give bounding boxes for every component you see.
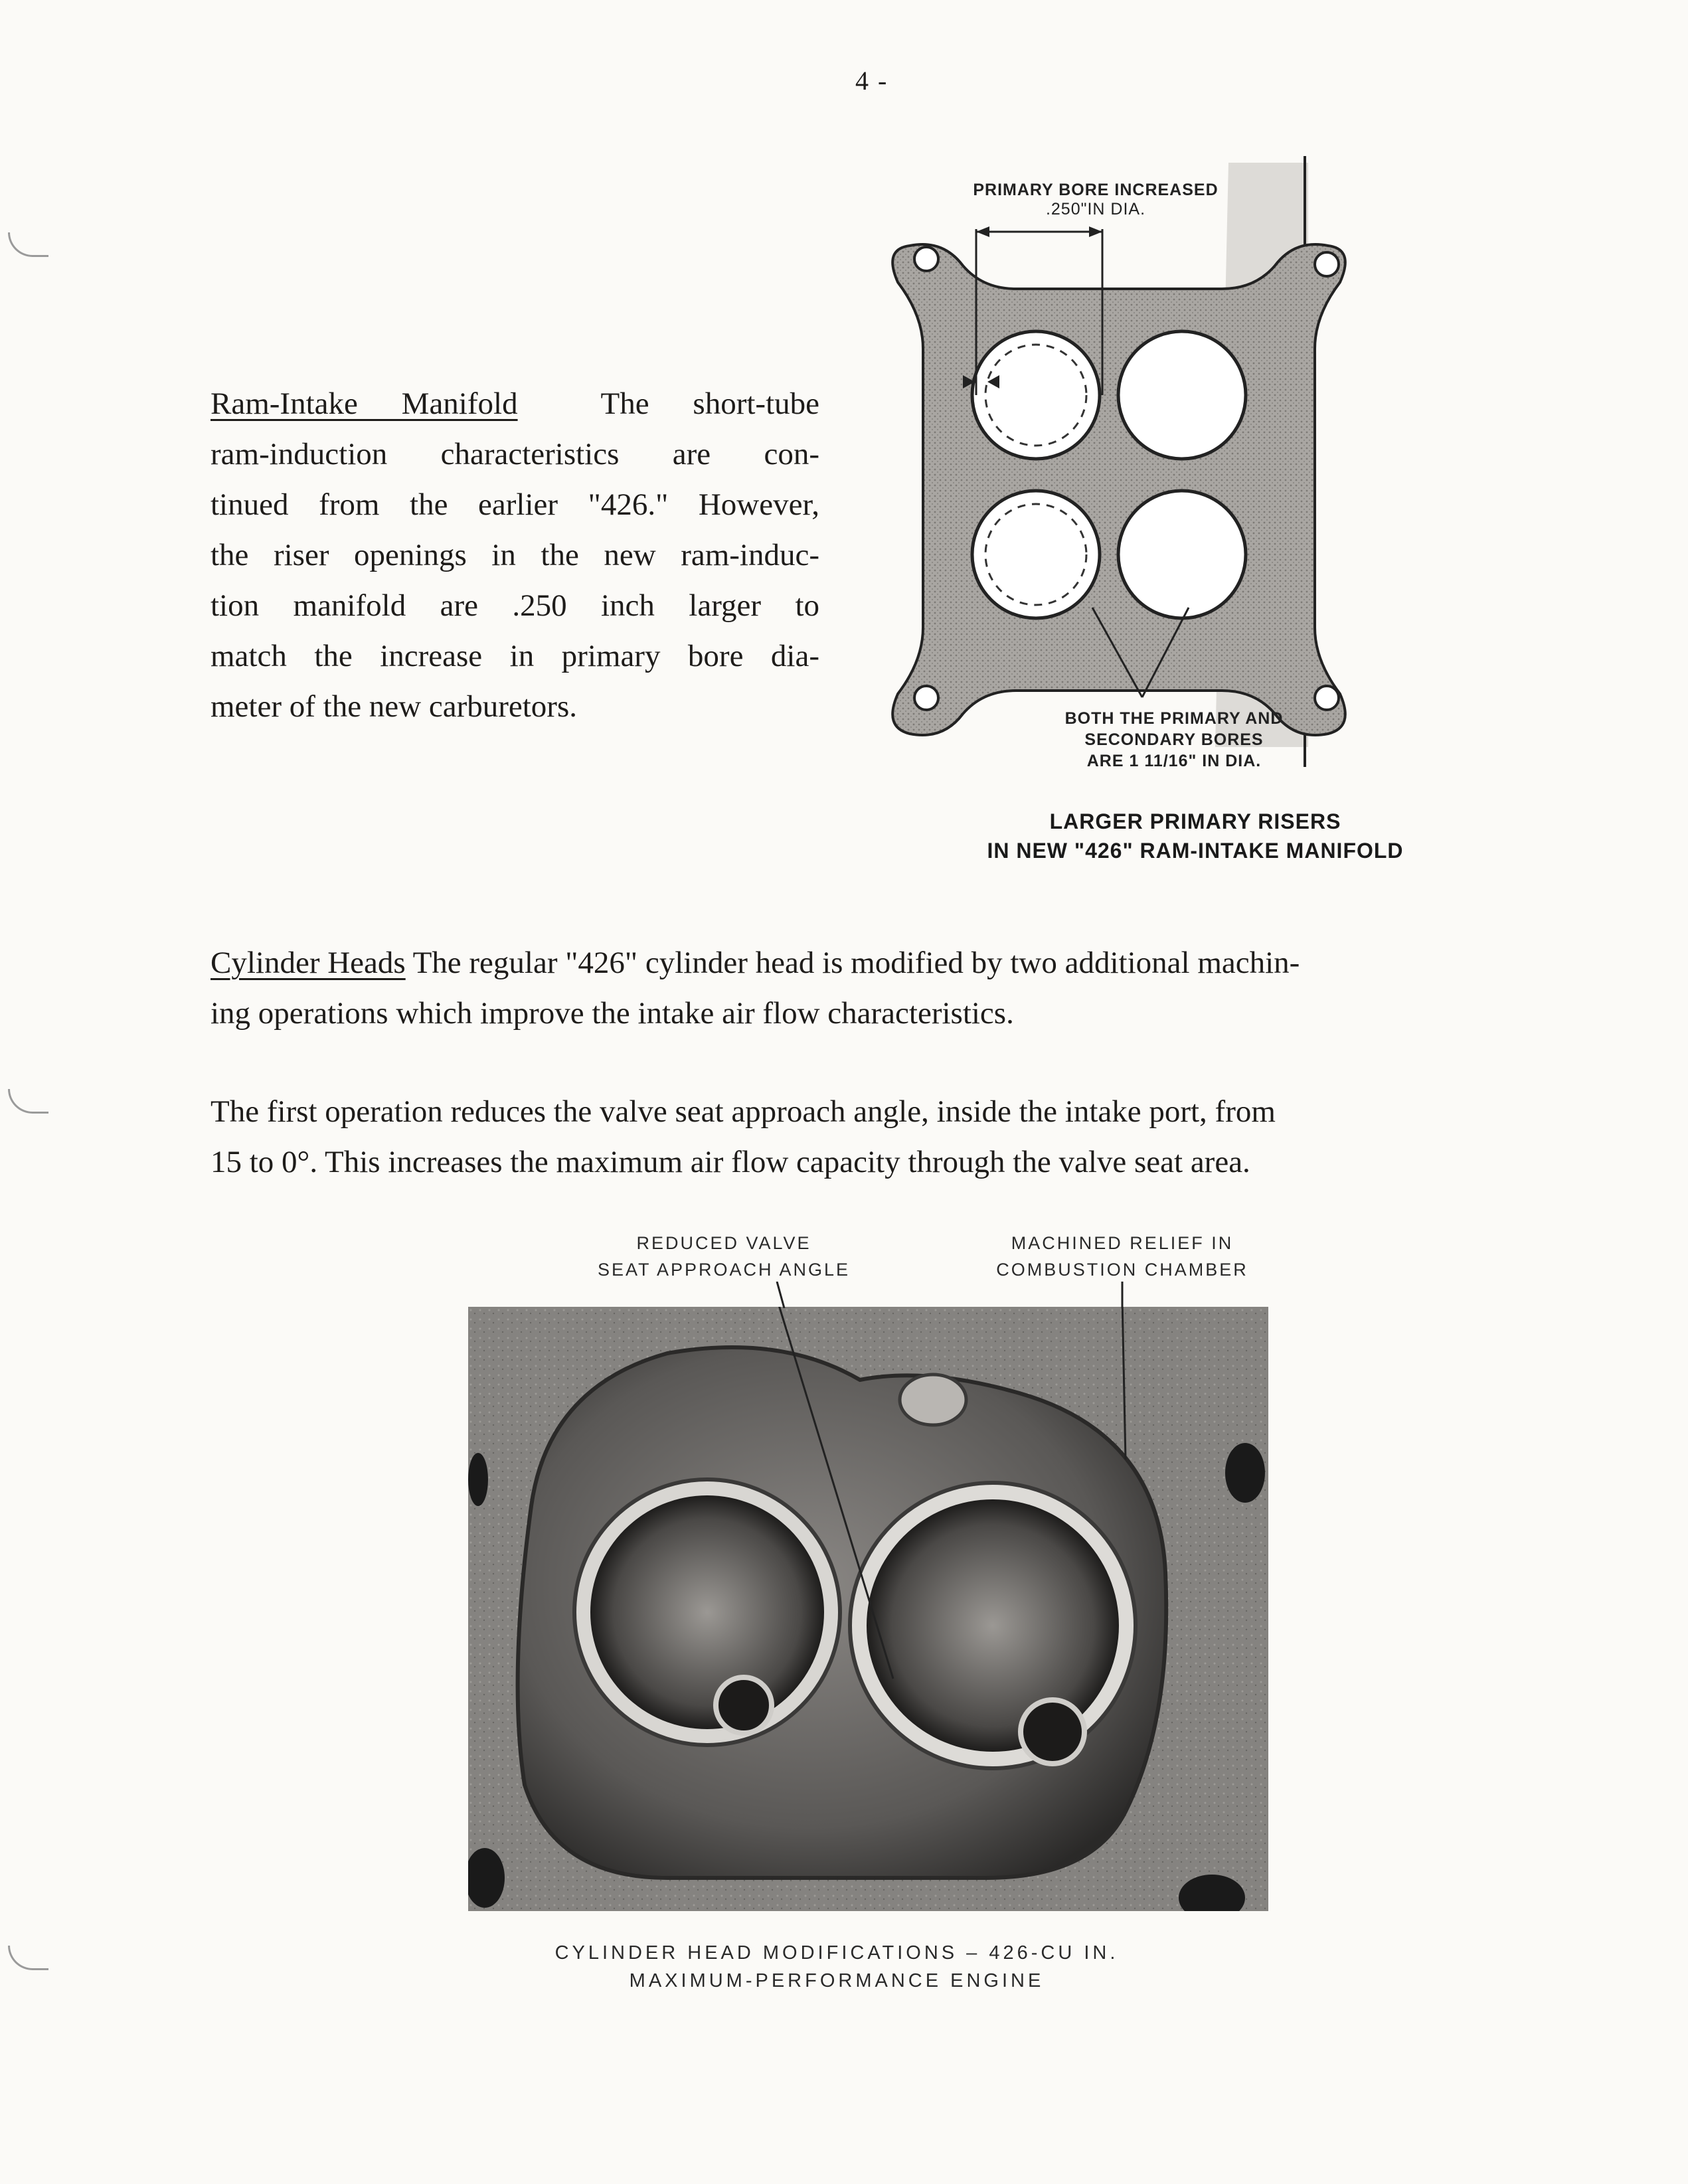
secondary-bore-front	[1118, 331, 1246, 459]
margin-hole-punch-mark	[8, 1946, 48, 1970]
valve-seat-label-line1: REDUCED VALVE	[636, 1233, 811, 1253]
margin-hole-punch-mark	[8, 232, 48, 257]
secondary-bore-rear	[1118, 491, 1246, 618]
head-bolt-hole	[468, 1453, 488, 1506]
ram-intake-line-7: meter of the new carburetors.	[211, 689, 577, 724]
cylinder-heads-line-1	[211, 938, 1525, 988]
valve-guide	[1021, 1700, 1084, 1764]
bolt-hole	[914, 686, 938, 710]
head-bolt-hole	[1225, 1443, 1265, 1503]
ram-intake-line-2: ram-induction characteristics are con-	[211, 437, 819, 471]
page-number: 4 -	[855, 66, 888, 96]
manifold-caption-line1: LARGER PRIMARY RISERS	[1049, 809, 1341, 833]
ram-intake-line-6: match the increase in primary bore dia-	[211, 639, 819, 673]
cylinder-head-figure-caption	[505, 1939, 1169, 1995]
photo-leader-stubs	[468, 1282, 1268, 1308]
machined-relief-label-line2: COMBUSTION CHAMBER	[996, 1260, 1248, 1280]
bore-size-label-line2: SECONDARY BORES	[1084, 730, 1264, 749]
first-operation-paragraph	[211, 1086, 1539, 1187]
valve-seat-label	[584, 1230, 863, 1283]
primary-bore-label	[956, 181, 1235, 219]
bolt-hole	[1315, 252, 1339, 276]
valve-guide	[716, 1677, 772, 1733]
bore-size-label	[1041, 708, 1307, 772]
first-operation-line-1: The first operation reduces the valve seat approach angle, inside the intake port, from	[211, 1094, 1276, 1129]
machined-relief-label-line1: MACHINED RELIEF IN	[1011, 1233, 1234, 1253]
ram-intake-line-5: tion manifold are .250 inch larger to	[211, 588, 819, 623]
cylinder-heads-line-2: ing operations which improve the intake air flow characteristics.	[211, 996, 1014, 1031]
bolt-hole	[914, 247, 938, 271]
ram-intake-heading: Ram-Intake Manifold	[211, 386, 518, 421]
primary-bore-rear	[972, 491, 1100, 618]
bolt-hole	[1315, 686, 1339, 710]
flange-plate	[892, 244, 1345, 735]
manifold-figure-caption	[910, 807, 1481, 865]
primary-bore-label-line2: .250"IN DIA.	[1045, 200, 1146, 218]
cylinder-head-photo	[468, 1307, 1268, 1911]
ram-intake-line-3: tinued from the earlier "426." However,	[211, 487, 819, 522]
valve-seat-label-line2: SEAT APPROACH ANGLE	[597, 1260, 851, 1280]
bore-size-label-line1: BOTH THE PRIMARY AND	[1064, 709, 1284, 728]
manifold-caption-line2: IN NEW "426" RAM-INTAKE MANIFOLD	[987, 839, 1404, 863]
ram-intake-line-1-text: The short-tube	[557, 386, 819, 421]
cylinder-head-caption-line1: CYLINDER HEAD MODIFICATIONS – 426-CU IN.	[554, 1942, 1119, 1964]
first-operation-line-2: 15 to 0°. This increases the maximum air flow capacity through the valve seat area.	[211, 1145, 1250, 1179]
primary-bore-label-line1: PRIMARY BORE INCREASED	[973, 181, 1219, 199]
cylinder-heads-heading: Cylinder Heads	[211, 946, 406, 980]
cylinder-heads-line-1-text: The regular "426" cylinder head is modified by two additional machin-	[405, 946, 1300, 980]
primary-bore-front	[972, 331, 1100, 459]
spark-plug-hole	[900, 1375, 966, 1425]
machined-relief-label	[983, 1230, 1262, 1283]
cylinder-heads-paragraph	[211, 938, 1525, 1039]
ram-intake-line-4: the riser openings in the new ram-induc-	[211, 538, 819, 572]
ram-intake-paragraph	[211, 378, 819, 732]
bore-size-label-line3: ARE 1 11/16" IN DIA.	[1086, 752, 1262, 770]
margin-hole-punch-mark	[8, 1089, 48, 1114]
ram-intake-line-1	[211, 378, 819, 429]
cylinder-head-caption-line2: MAXIMUM-PERFORMANCE ENGINE	[629, 1970, 1045, 1991]
